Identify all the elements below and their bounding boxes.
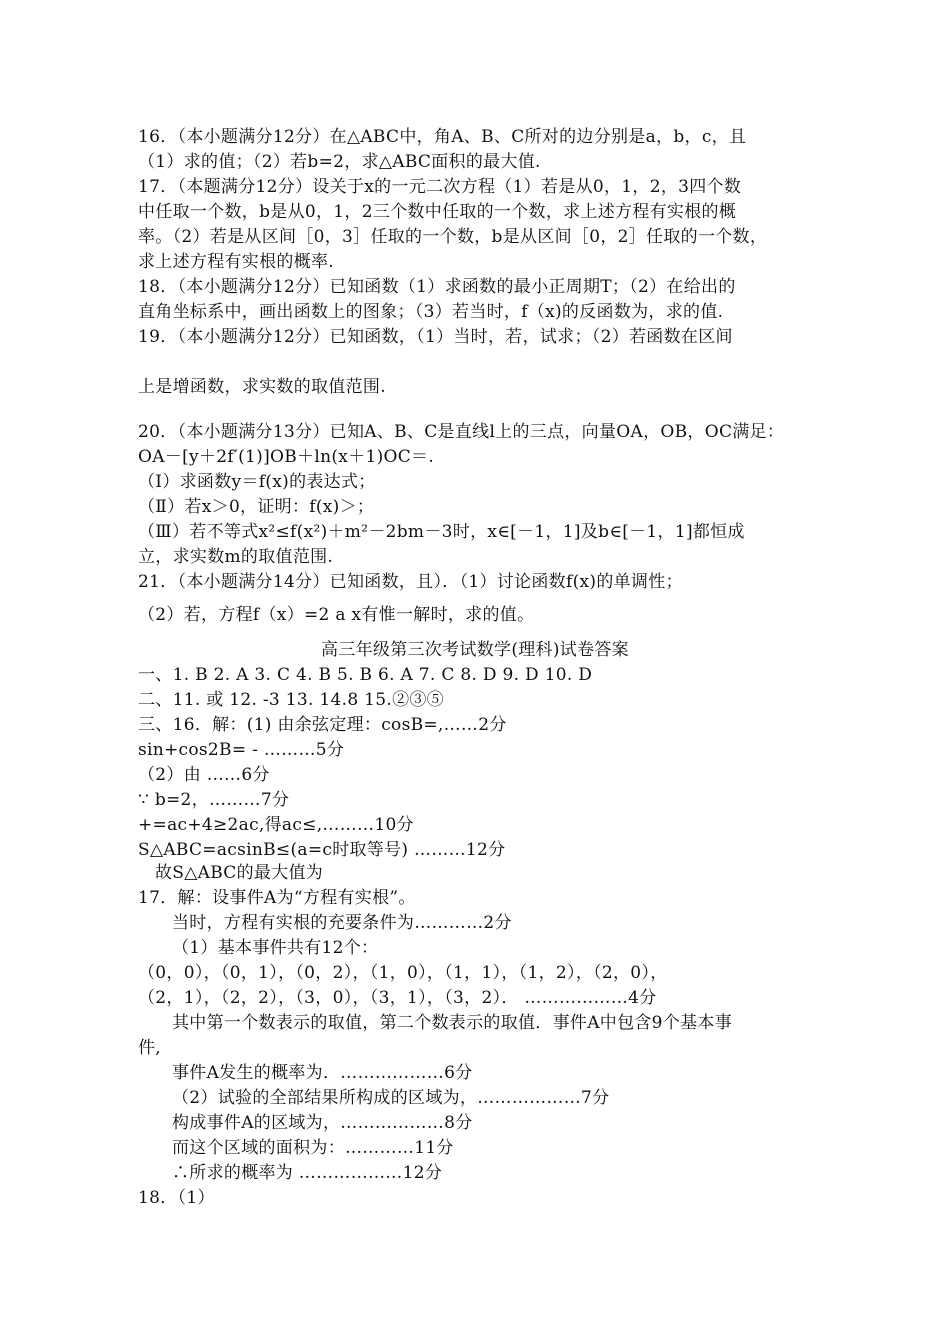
problem-19-line-2: 上是增函数，求实数的取值范围. (138, 377, 386, 397)
solution-17-line-1: 17．解：设事件A为“方程有实根”。 (138, 888, 416, 908)
solution-16-line-4: ∵ b=2，………7分 (138, 790, 290, 810)
solution-17-line-3: （1）基本事件共有12个： (172, 938, 379, 958)
problem-20-part-1: （Ⅰ）求函数y＝f(x)的表达式； (138, 472, 376, 492)
solution-17-line-12: ∴所求的概率为 ………………12分 (172, 1163, 443, 1183)
problem-19-line-1: 19．（本小题满分12分）已知函数，（1）当时，若，试求；（2）若函数在区间 (138, 327, 733, 347)
solution-17-line-10: 构成事件A的区域为，………………8分 (172, 1113, 473, 1133)
solution-17-outcomes-1: （0，0），（0，1），（0，2），（1，0），（1，1），（1，2），（2，0）， (138, 963, 668, 983)
problem-17-line-2: 中任取一个数，b是从0，1，2三个数中任取的一个数，求上述方程有实根的概 (138, 202, 737, 222)
solution-17-line-7: 件, (138, 1038, 162, 1058)
problem-21-line-1: 21．（本小题满分14分）已知函数，且）．（1）讨论函数f(x)的单调性； (138, 572, 683, 592)
solution-18-line-1: 18．（1） (138, 1188, 215, 1208)
answers-section-1: 一、1. B 2. A 3. C 4. B 5. B 6. A 7. C 8. D 9. D 10. D (138, 665, 593, 685)
solution-16-line-7: 故S△ABC的最大值为 (155, 863, 324, 883)
solution-16-line-6: S△ABC=acsinB≤(a=c时取等号) ………12分 (138, 840, 506, 860)
solution-17-line-8: 事件A发生的概率为．………………6分 (172, 1063, 473, 1083)
problem-17-line-3: 率。（2）若是从区间［0，3］任取的一个数，b是从区间［0，2］任取的一个数， (138, 227, 768, 247)
problem-17-line-4: 求上述方程有实根的概率. (138, 252, 335, 272)
solution-16-line-1: 三、16．解：(1) 由余弦定理：cosB=,……2分 (138, 715, 507, 735)
problem-20-line-1: 20．（本小题满分13分）已知A、B、C是直线l上的三点，向量OA，OB，OC满足： (138, 422, 785, 442)
problem-20-part-3-line-1: （Ⅲ）若不等式x²≤f(x²)＋m²－2bm－3时，x∈[－1，1]及b∈[－1，1]都恒成 (138, 522, 745, 542)
answer-key-title: 高三年级第三次考试数学(理科)试卷答案 (321, 640, 629, 660)
problem-20-part-2: （Ⅱ）若x＞0，证明：f(x)＞； (138, 497, 375, 517)
problem-18-line-1: 18．（本小题满分12分）已知函数（1）求函数的最小正周期T；（2）在给出的 (138, 277, 736, 297)
solution-17-line-11: 而这个区域的面积为：…………11分 (172, 1138, 454, 1158)
problem-18-line-2: 直角坐标系中，画出函数上的图象；（3）若当时，f（x)的反函数为，求的值. (138, 302, 724, 322)
solution-16-line-2: sin+cos2B= - ………5分 (138, 740, 345, 760)
solution-16-line-5: +=ac+4≥2ac,得ac≤,………10分 (138, 815, 414, 835)
problem-20-line-2: OA－[y＋2f′(1)]OB＋ln(x＋1)OC＝. (138, 447, 435, 467)
problem-17-line-1: 17．（本题满分12分）设关于x的一元二次方程（1）若是从0，1，2，3四个数 (138, 177, 742, 197)
solution-17-line-2: 当时，方程有实根的充要条件为…………2分 (172, 913, 512, 933)
problem-21-line-2: （2）若，方程f（x）=2 a x有惟一解时，求的值。 (138, 605, 535, 625)
problem-16-line-2: （1）求的值；（2）若b=2，求△ABC面积的最大值. (138, 152, 541, 172)
problem-20-part-3-line-2: 立，求实数m的取值范围. (138, 547, 334, 567)
solution-17-outcomes-2: （2，1），（2，2），（3，0），（3，1），（3，2）． ………………4分 (138, 988, 657, 1008)
solution-17-line-6: 其中第一个数表示的取值，第二个数表示的取值．事件A中包含9个基本事 (172, 1013, 732, 1033)
solution-17-line-9: （2）试验的全部结果所构成的区域为，………………7分 (172, 1088, 610, 1108)
answers-section-2: 二、11. 或 12. -3 13. 14.8 15.②③⑤ (138, 690, 444, 710)
problem-16-line-1: 16．（本小题满分12分）在△ABC中，角A、B、C所对的边分别是a，b，c，且 (138, 127, 747, 147)
solution-16-line-3: （2）由 ……6分 (138, 765, 270, 785)
